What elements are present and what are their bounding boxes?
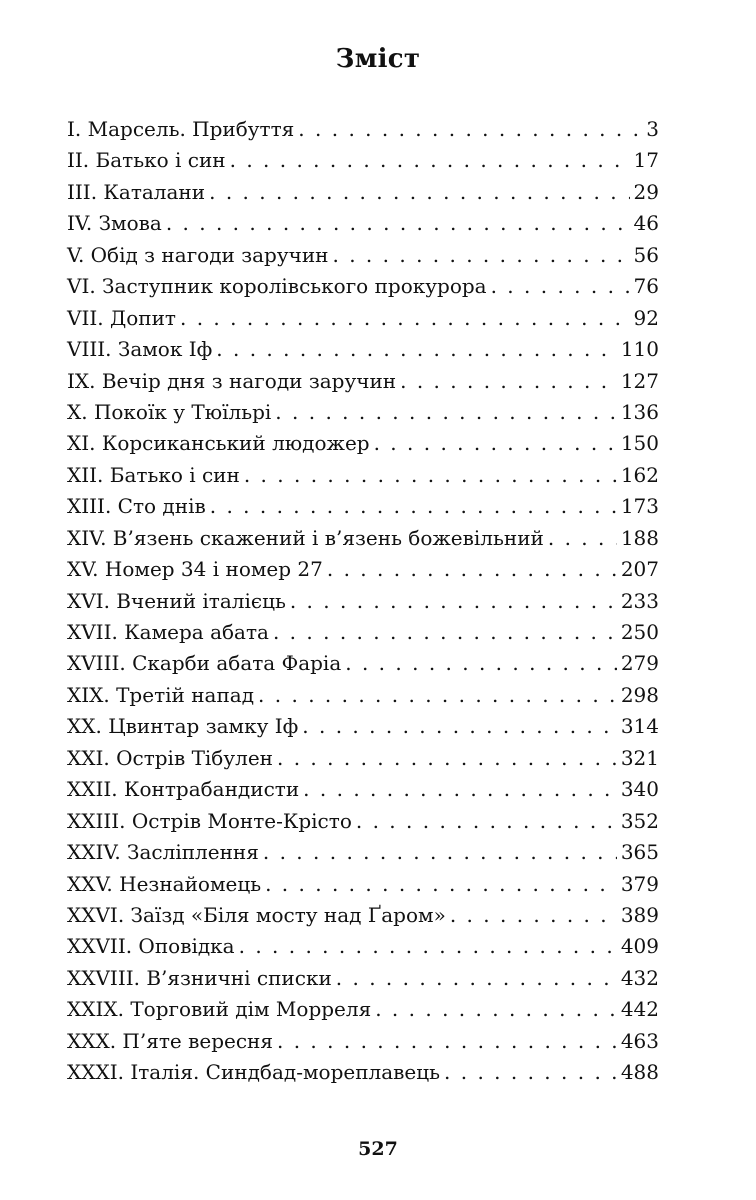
toc-entry [67, 208, 659, 239]
toc-entry-page: 173 [620, 494, 659, 519]
dot-leader [239, 931, 617, 962]
toc-entry-page: 463 [620, 1028, 659, 1053]
toc-entry-title: XXV. Незнайомець [67, 871, 262, 896]
dot-leader [375, 994, 617, 1025]
toc-entry [67, 963, 659, 994]
dot-leader [258, 680, 617, 711]
toc-entry [67, 711, 659, 742]
toc-entry-page: 29 [633, 179, 659, 204]
toc-entry-page: 127 [620, 368, 659, 393]
toc-entry-page: 150 [620, 431, 659, 456]
toc-entry-title: XXVI. Заїзд «Біля мосту над Ґаром» [67, 902, 446, 927]
dot-leader [230, 145, 630, 176]
toc-entry-title: X. Покоїк у Тюїльрі [67, 399, 272, 424]
toc-entry [67, 240, 659, 271]
toc-entry-title: XIX. Третій напад [67, 682, 255, 707]
toc-entry [67, 177, 659, 208]
toc-entry-page: 233 [620, 588, 659, 613]
toc-entry-title: XXIV. Засліплення [67, 840, 259, 865]
toc-entry-title: II. Батько і син [67, 148, 226, 173]
dot-leader [273, 617, 617, 648]
toc-entry-page: 379 [620, 871, 659, 896]
toc-entry-title: XXII. Контрабандисти [67, 777, 300, 802]
dot-leader [263, 837, 617, 868]
toc-entry [67, 303, 659, 334]
toc-entry-title: XVI. Вчений італієць [67, 588, 286, 613]
dot-leader [275, 397, 617, 428]
toc-entry-title: XXX. П’яте вересня [67, 1028, 273, 1053]
toc-entry [67, 900, 659, 931]
toc-entry-title: IX. Вечір дня з нагоди заручин [67, 368, 397, 393]
toc-entry-page: 162 [620, 462, 659, 487]
dot-leader [277, 743, 617, 774]
toc-entry-title: VII. Допит [67, 305, 176, 330]
dot-leader [444, 1057, 617, 1088]
toc-entry-title: VIII. Замок Іф [67, 337, 213, 362]
toc-entry [67, 931, 659, 962]
toc-entry [67, 680, 659, 711]
dot-leader [345, 648, 617, 679]
toc-entry-title: XXIX. Торговий дім Морреля [67, 997, 372, 1022]
dot-leader [400, 366, 617, 397]
dot-leader [450, 900, 617, 931]
table-of-contents [67, 114, 659, 1089]
toc-entry [67, 428, 659, 459]
toc-entry [67, 460, 659, 491]
dot-leader [327, 554, 617, 585]
toc-entry [67, 397, 659, 428]
toc-entry-page: 488 [620, 1060, 659, 1085]
toc-entry-page: 110 [620, 337, 659, 362]
toc-entry [67, 554, 659, 585]
toc-entry-title: XXIII. Острів Монте-Крісто [67, 808, 352, 833]
page-number: 527 [358, 1138, 398, 1160]
toc-entry-page: 365 [620, 840, 659, 865]
toc-entry-page: 207 [620, 557, 659, 582]
toc-entry-page: 46 [633, 211, 659, 236]
toc-entry [67, 869, 659, 900]
toc-entry-title: XI. Корсиканський людожер [67, 431, 370, 456]
toc-entry-page: 136 [620, 399, 659, 424]
dot-leader [302, 711, 617, 742]
toc-entry-title: XXXI. Італія. Синдбад-мореплавець [67, 1060, 441, 1085]
toc-entry-title: XVIII. Скарби абата Фаріа [67, 651, 342, 676]
dot-leader [290, 586, 617, 617]
toc-entry-page: 76 [633, 274, 659, 299]
toc-entry-page: 321 [620, 745, 659, 770]
dot-leader [216, 334, 617, 365]
dot-leader [336, 963, 617, 994]
toc-entry [67, 1026, 659, 1057]
toc-entry [67, 334, 659, 365]
toc-entry-page: 298 [620, 682, 659, 707]
toc-entry-title: XIV. В’язень скажений і в’язень божевільний [67, 525, 544, 550]
toc-entry-title: III. Каталани [67, 179, 206, 204]
toc-entry-page: 3 [646, 117, 659, 141]
toc-entry [67, 837, 659, 868]
dot-leader [491, 271, 630, 302]
toc-entry [67, 994, 659, 1025]
toc-entry-page: 250 [620, 620, 659, 644]
toc-entry [67, 617, 659, 648]
dot-leader [298, 114, 642, 145]
dot-leader [180, 303, 630, 334]
dot-leader [548, 523, 617, 554]
dot-leader [210, 491, 617, 522]
toc-entry [67, 1057, 659, 1088]
toc-entry-page: 56 [633, 242, 659, 267]
toc-entry-title: XX. Цвинтар замку Іф [67, 714, 299, 739]
toc-entry-page: 340 [620, 777, 659, 802]
page-title: Зміст [335, 44, 421, 74]
dot-leader [277, 1026, 617, 1057]
dot-leader [303, 774, 617, 805]
toc-entry-page: 389 [620, 902, 659, 927]
toc-entry-title: XVII. Камера абата [67, 620, 269, 644]
toc-entry-page: 17 [633, 148, 659, 173]
toc-entry-page: 188 [620, 525, 659, 550]
dot-leader [265, 869, 617, 900]
toc-entry-page: 442 [620, 997, 659, 1022]
toc-entry-page: 92 [633, 305, 659, 330]
toc-entry-page: 314 [620, 714, 659, 739]
toc-entry [67, 145, 659, 176]
toc-entry-title: XXVII. Оповідка [67, 934, 235, 959]
toc-entry-page: 409 [620, 934, 659, 959]
toc-entry-title: XII. Батько і син [67, 462, 240, 487]
toc-entry [67, 774, 659, 805]
toc-entry [67, 648, 659, 679]
toc-entry-page: 432 [620, 965, 659, 990]
dot-leader [209, 177, 629, 208]
toc-entry [67, 586, 659, 617]
toc-entry [67, 743, 659, 774]
dot-leader [356, 806, 617, 837]
toc-entry [67, 114, 659, 145]
dot-leader [333, 240, 630, 271]
toc-entry-page: 352 [620, 808, 659, 833]
toc-entry-title: XV. Номер 34 і номер 27 [67, 557, 323, 582]
toc-entry-title: IV. Змова [67, 211, 162, 236]
toc-entry [67, 491, 659, 522]
dot-leader [166, 208, 630, 239]
toc-entry [67, 523, 659, 554]
toc-entry-title: XXVIII. В’язничні списки [67, 965, 332, 990]
dot-leader [374, 428, 617, 459]
toc-entry-title: V. Обід з нагоди заручин [67, 242, 329, 267]
toc-entry-title: XIII. Сто днів [67, 494, 206, 519]
dot-leader [244, 460, 617, 491]
toc-entry-title: VI. Заступник королівського прокурора [67, 274, 487, 299]
toc-entry [67, 271, 659, 302]
toc-entry-page: 279 [620, 651, 659, 676]
toc-entry-title: I. Марсель. Прибуття [67, 117, 295, 141]
toc-entry-title: XXI. Острів Тібулен [67, 745, 273, 770]
toc-entry [67, 806, 659, 837]
toc-entry [67, 366, 659, 397]
